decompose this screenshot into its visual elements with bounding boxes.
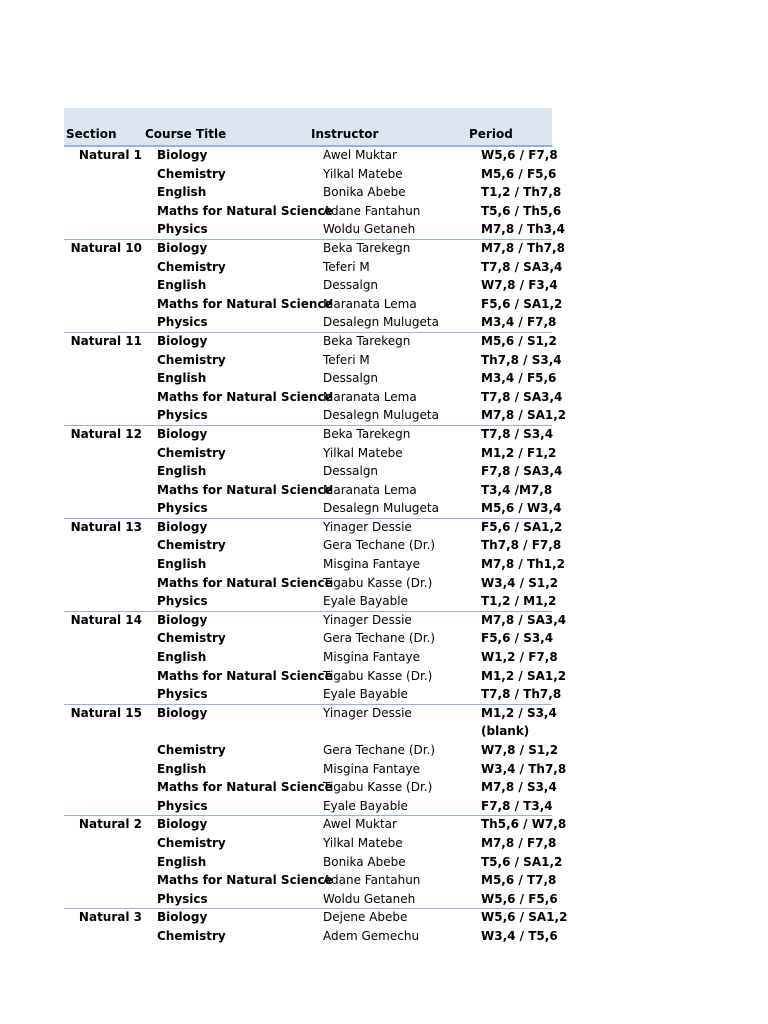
cell-course-title: English — [157, 278, 207, 293]
cell-period: T7,8 / SA3,4 — [481, 259, 563, 274]
cell-period: W7,8 / F3,4 — [481, 278, 558, 293]
cell-period: M5,6 / T7,8 — [481, 873, 557, 888]
cell-instructor: Adem Gemechu — [323, 928, 420, 943]
cell-section: Natural 15 — [70, 705, 142, 720]
cell-period: T5,6 / SA1,2 — [481, 854, 563, 869]
column-header-section: Section — [66, 127, 117, 141]
cell-period: Th7,8 / S3,4 — [481, 352, 562, 367]
cell-instructor: Woldu Getaneh — [323, 891, 416, 906]
cell-instructor: Eyale Bayable — [323, 687, 408, 702]
cell-section: Natural 3 — [78, 910, 142, 925]
cell-course-title: English — [157, 650, 207, 665]
table-row — [64, 685, 562, 704]
table-row — [64, 629, 552, 648]
cell-instructor: Yinager Dessie — [323, 612, 412, 627]
cell-course-title: English — [157, 371, 207, 386]
schedule-table — [64, 108, 568, 946]
cell-course-title: Maths for Natural Science — [157, 203, 333, 218]
cell-instructor: Maranata Lema — [323, 296, 417, 311]
cell-instructor: Eyale Bayable — [323, 594, 408, 609]
cell-instructor: Adane Fantahun — [323, 873, 421, 888]
cell-period: T7,8 / S3,4 — [481, 426, 554, 441]
table-header — [64, 108, 552, 146]
cell-instructor: Beka Tarekegn — [323, 426, 411, 441]
table-row — [64, 555, 565, 574]
cell-instructor: Eyale Bayable — [323, 798, 408, 813]
cell-instructor: Yilkal Matebe — [323, 445, 403, 460]
cell-instructor: Yinager Dessie — [323, 519, 412, 534]
cell-period: T1,2 / M1,2 — [481, 594, 557, 609]
cell-period: Th7,8 / F7,8 — [481, 538, 562, 553]
cell-instructor: Tigabu Kasse (Dr.) — [323, 668, 433, 683]
table-row — [64, 183, 562, 202]
cell-course-title: Biology — [157, 910, 208, 925]
cell-course-title: Maths for Natural Science — [157, 873, 333, 888]
cell-section: Natural 10 — [70, 240, 142, 255]
table-row — [64, 276, 558, 295]
cell-course-title: Chemistry — [157, 352, 226, 367]
cell-course-title: English — [157, 761, 207, 776]
cell-period: W5,6 / SA1,2 — [481, 910, 568, 925]
cell-period: W1,2 / F7,8 — [481, 650, 558, 665]
cell-period: M7,8 / Th7,8 — [481, 240, 565, 255]
cell-instructor: Yilkal Matebe — [323, 835, 403, 850]
cell-instructor: Awel Muktar — [323, 817, 397, 832]
cell-course-title: Chemistry — [157, 259, 226, 274]
cell-period: M1,2 / SA1,2 — [481, 668, 567, 683]
cell-period: Th5,6 / W7,8 — [481, 817, 567, 832]
table-row — [64, 815, 567, 834]
cell-instructor: Beka Tarekegn — [323, 333, 411, 348]
table-row — [64, 667, 567, 686]
table-row — [64, 239, 565, 258]
cell-instructor: Awel Muktar — [323, 148, 397, 162]
cell-course-title: Maths for Natural Science — [157, 296, 333, 311]
cell-course-title: Maths for Natural Science — [157, 482, 333, 497]
cell-course-title: Chemistry — [157, 928, 226, 943]
cell-period: F5,6 / SA1,2 — [481, 519, 563, 534]
cell-instructor: Maranata Lema — [323, 389, 417, 404]
cell-instructor: Gera Techane (Dr.) — [323, 538, 436, 553]
table-row — [64, 146, 558, 165]
cell-section: Natural 13 — [70, 519, 142, 534]
cell-course-title: Chemistry — [157, 631, 226, 646]
cell-period: T5,6 / Th5,6 — [481, 203, 562, 218]
column-header-course-title: Course Title — [145, 127, 227, 141]
cell-instructor: Dejene Abebe — [323, 910, 408, 925]
cell-period: M7,8 / Th3,4 — [481, 222, 565, 237]
table-row — [64, 797, 552, 816]
cell-period: T7,8 / SA3,4 — [481, 389, 563, 404]
cell-period: W3,4 / T5,6 — [481, 928, 558, 943]
table-row — [64, 351, 562, 370]
column-header-instructor: Instructor — [311, 127, 379, 141]
table-row — [64, 313, 557, 332]
table-row — [64, 258, 563, 277]
cell-period: F7,8 / T3,4 — [481, 798, 553, 813]
cell-course-title: Physics — [157, 222, 208, 237]
table-row — [64, 890, 558, 909]
cell-course-title: Physics — [157, 408, 208, 423]
cell-course-title: Physics — [157, 687, 208, 702]
cell-instructor: Dessalgn — [323, 278, 379, 293]
table-row — [64, 332, 557, 351]
cell-instructor: Yilkal Matebe — [323, 166, 403, 181]
cell-instructor: Woldu Getaneh — [323, 222, 416, 237]
cell-course-title: English — [157, 854, 207, 869]
table-row — [64, 220, 565, 239]
cell-period: T1,2 / Th7,8 — [481, 185, 562, 200]
table-row — [64, 295, 563, 314]
cell-period: T3,4 /M7,8 — [481, 482, 553, 497]
cell-instructor: Gera Techane (Dr.) — [323, 743, 436, 757]
cell-course-title: Biology — [157, 333, 208, 348]
cell-course-title: Maths for Natural Science — [157, 780, 333, 795]
table-row — [64, 834, 557, 853]
cell-instructor: Misgina Fantaye — [323, 557, 420, 572]
table-row — [64, 536, 562, 555]
table-row — [64, 741, 559, 760]
cell-course-title: Physics — [157, 501, 208, 516]
cell-period: W5,6 / F5,6 — [481, 891, 558, 906]
cell-course-title: Biology — [157, 705, 208, 720]
table-row — [64, 425, 552, 444]
cell-course-title: Chemistry — [157, 743, 226, 757]
cell-course-title: Maths for Natural Science — [157, 389, 333, 404]
cell-instructor: Desalegn Mulugeta — [323, 501, 439, 516]
cell-instructor: Beka Tarekegn — [323, 240, 411, 255]
cell-period: F7,8 / SA3,4 — [481, 464, 563, 479]
cell-instructor: Teferi M — [323, 352, 370, 367]
cell-period: M3,4 / F5,6 — [481, 371, 557, 386]
cell-course-title: Biology — [157, 148, 208, 162]
cell-instructor: Misgina Fantaye — [323, 650, 420, 665]
cell-course-title: Biology — [157, 817, 208, 832]
table-row — [64, 388, 563, 407]
table-row — [64, 592, 557, 611]
cell-course-title: Physics — [157, 594, 208, 609]
cell-instructor: Yinager Dessie — [323, 705, 412, 720]
cell-instructor: Misgina Fantaye — [323, 761, 420, 776]
cell-course-title: Physics — [157, 798, 208, 813]
table-row — [64, 574, 559, 593]
cell-instructor: Dessalgn — [323, 464, 379, 479]
table-row — [64, 444, 557, 463]
cell-section: Natural 1 — [78, 148, 142, 162]
table-row — [64, 760, 567, 779]
cell-period: M5,6 / F5,6 — [481, 166, 557, 181]
table-row — [64, 499, 562, 518]
table-row — [64, 518, 563, 537]
cell-course-title: Maths for Natural Science — [157, 575, 333, 590]
cell-instructor: Maranata Lema — [323, 482, 417, 497]
cell-period: F5,6 / SA1,2 — [481, 296, 563, 311]
cell-section: Natural 14 — [70, 612, 142, 627]
cell-course-title: Chemistry — [157, 835, 226, 850]
cell-period: M1,2 / S3,4 — [481, 705, 557, 720]
cell-course-title: Physics — [157, 315, 208, 330]
cell-period: M7,8 / SA1,2 — [481, 408, 567, 423]
cell-section: Natural 11 — [70, 333, 142, 348]
cell-section: Natural 12 — [70, 426, 142, 441]
table-row — [64, 406, 567, 425]
table-row — [64, 202, 562, 221]
cell-course-title: English — [157, 185, 207, 200]
cell-period: W3,4 / S1,2 — [481, 575, 559, 590]
table-row — [64, 648, 558, 667]
cell-instructor: Desalegn Mulugeta — [323, 408, 439, 423]
cell-instructor: Tigabu Kasse (Dr.) — [323, 575, 433, 590]
cell-instructor: Tigabu Kasse (Dr.) — [323, 780, 433, 795]
table-body — [64, 146, 568, 946]
cell-course-title: Biology — [157, 240, 208, 255]
cell-course-title: Chemistry — [157, 538, 226, 553]
cell-period: M7,8 / Th1,2 — [481, 557, 565, 572]
cell-course-title: Biology — [157, 612, 208, 627]
cell-course-title: Chemistry — [157, 166, 226, 181]
cell-period: (blank) — [481, 724, 530, 739]
cell-instructor: Gera Techane (Dr.) — [323, 631, 436, 646]
cell-instructor: Desalegn Mulugeta — [323, 315, 439, 330]
table-row — [64, 481, 552, 500]
cell-course-title: Biology — [157, 519, 208, 534]
table-row — [64, 853, 563, 872]
cell-course-title: English — [157, 464, 207, 479]
table-row — [64, 369, 557, 388]
table-row — [64, 165, 557, 184]
cell-section: Natural 2 — [78, 817, 142, 832]
cell-instructor: Teferi M — [323, 259, 370, 274]
cell-period: M5,6 / W3,4 — [481, 501, 562, 516]
table-row — [64, 908, 568, 927]
table-row — [64, 871, 557, 890]
cell-period: T7,8 / Th7,8 — [481, 687, 562, 702]
column-header-period: Period — [469, 127, 513, 141]
cell-course-title: Maths for Natural Science — [157, 668, 333, 683]
cell-instructor: Bonika Abebe — [323, 185, 406, 200]
cell-instructor: Bonika Abebe — [323, 854, 406, 869]
cell-period: M1,2 / F1,2 — [481, 445, 557, 460]
cell-course-title: English — [157, 557, 207, 572]
cell-period: M3,4 / F7,8 — [481, 315, 557, 330]
cell-instructor: Adane Fantahun — [323, 203, 421, 218]
cell-period: M7,8 / SA3,4 — [481, 612, 567, 627]
cell-period: M7,8 / F7,8 — [481, 835, 557, 850]
table-row — [64, 704, 557, 723]
cell-instructor: Dessalgn — [323, 371, 379, 386]
cell-course-title: Physics — [157, 891, 208, 906]
cell-period: W3,4 / Th7,8 — [481, 761, 567, 776]
table-row — [64, 462, 563, 481]
table-row — [64, 778, 557, 797]
cell-period: W5,6 / F7,8 — [481, 148, 558, 162]
cell-course-title: Chemistry — [157, 445, 226, 460]
table-row — [64, 611, 567, 630]
table-row — [64, 927, 558, 946]
cell-period: W7,8 / S1,2 — [481, 743, 559, 757]
cell-period: M5,6 / S1,2 — [481, 333, 557, 348]
cell-period: M7,8 / S3,4 — [481, 780, 557, 795]
table-row — [64, 722, 552, 741]
cell-course-title: Biology — [157, 426, 208, 441]
cell-period: F5,6 / S3,4 — [481, 631, 554, 646]
